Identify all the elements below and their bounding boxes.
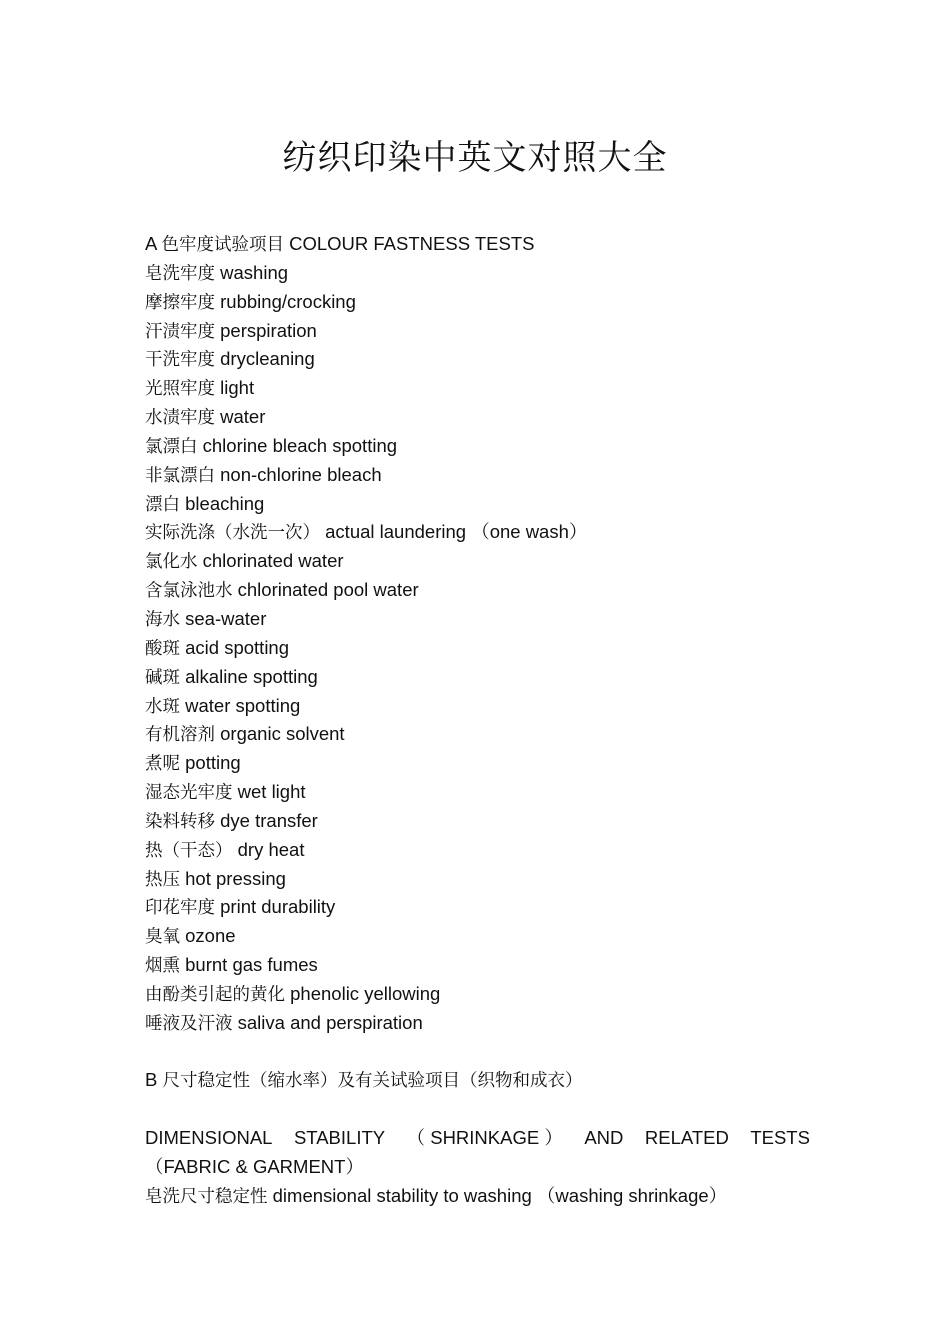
term-entry bbox=[145, 865, 810, 894]
term-english: actual laundering （one wash） bbox=[325, 521, 588, 543]
section-a-term-list bbox=[145, 259, 810, 1038]
term-english: light bbox=[220, 377, 255, 399]
term-chinese: 实际洗涤（水洗一次） bbox=[145, 523, 320, 544]
term-entry bbox=[145, 288, 810, 317]
term-english: potting bbox=[185, 752, 241, 774]
term-chinese: 由酚类引起的黄化 bbox=[145, 984, 285, 1005]
term-english: non-chlorine bleach bbox=[220, 463, 382, 485]
section-letter: A bbox=[145, 233, 157, 254]
term-entry bbox=[145, 432, 810, 461]
section-a-heading bbox=[145, 230, 810, 259]
term-entry bbox=[145, 836, 810, 865]
term-entry bbox=[145, 778, 810, 807]
heading-word: AND bbox=[584, 1127, 624, 1149]
section-heading-en-continuation: （FABRIC & GARMENT） bbox=[145, 1156, 364, 1177]
term-entry bbox=[145, 374, 810, 403]
term-chinese: 热压 bbox=[145, 869, 180, 890]
term-english: dimensional stability to washing （washing shrinkage） bbox=[272, 1184, 728, 1206]
section-b-term-list bbox=[145, 1182, 810, 1211]
term-entry bbox=[145, 1182, 810, 1211]
term-chinese: 染料转移 bbox=[145, 811, 215, 832]
term-english: washing bbox=[220, 261, 289, 283]
term-entry bbox=[145, 893, 810, 922]
heading-word: TESTS bbox=[750, 1127, 810, 1149]
term-english: chlorinated pool water bbox=[237, 579, 419, 601]
heading-word: （ SHRINKAGE ） bbox=[406, 1127, 563, 1149]
term-entry bbox=[145, 259, 810, 288]
term-chinese: 印花牢度 bbox=[145, 898, 215, 919]
term-chinese: 氯漂白 bbox=[145, 436, 198, 457]
term-chinese: 酸斑 bbox=[145, 638, 180, 659]
term-chinese: 煮呢 bbox=[145, 754, 180, 775]
heading-word: DIMENSIONAL bbox=[145, 1127, 273, 1149]
term-english: dye transfer bbox=[220, 809, 318, 831]
term-chinese: 水渍牢度 bbox=[145, 408, 215, 429]
term-chinese: 非氯漂白 bbox=[145, 465, 215, 486]
term-entry bbox=[145, 576, 810, 605]
term-chinese: 氯化水 bbox=[145, 552, 198, 573]
term-chinese: 含氯泳池水 bbox=[145, 581, 233, 602]
term-chinese: 有机溶剂 bbox=[145, 725, 215, 746]
term-english: bleaching bbox=[185, 492, 265, 514]
term-english: sea-water bbox=[185, 607, 267, 629]
document-title: 纺织印染中英文对照大全 bbox=[282, 138, 668, 178]
term-chinese: 漂白 bbox=[145, 494, 180, 515]
term-english: phenolic yellowing bbox=[290, 982, 441, 1004]
term-entry bbox=[145, 1009, 810, 1038]
term-entry bbox=[145, 490, 810, 519]
term-english: alkaline spotting bbox=[185, 665, 318, 687]
term-english: print durability bbox=[220, 896, 336, 918]
section-heading-cn: 色牢度试验项目 bbox=[161, 235, 284, 255]
term-entry bbox=[145, 922, 810, 951]
term-entry bbox=[145, 461, 810, 490]
term-entry bbox=[145, 749, 810, 778]
term-chinese: 烟熏 bbox=[145, 956, 180, 977]
term-chinese: 湿态光牢度 bbox=[145, 783, 233, 804]
term-chinese: 唾液及汗液 bbox=[145, 1013, 233, 1034]
term-english: acid spotting bbox=[185, 636, 290, 658]
heading-word: STABILITY bbox=[293, 1127, 386, 1149]
term-english: organic solvent bbox=[220, 723, 345, 745]
section-letter: B bbox=[145, 1069, 158, 1091]
term-chinese: 热（干态） bbox=[145, 840, 233, 861]
section-heading-cn: 尺寸稳定性（缩水率）及有关试验项目（织物和成衣） bbox=[162, 1071, 583, 1092]
term-entry bbox=[145, 403, 810, 432]
paragraph-gap bbox=[145, 1095, 810, 1124]
term-entry bbox=[145, 317, 810, 346]
heading-word: RELATED bbox=[644, 1127, 729, 1149]
term-entry bbox=[145, 605, 810, 634]
term-english: drycleaning bbox=[220, 348, 315, 370]
term-english: water spotting bbox=[185, 694, 301, 716]
term-chinese: 碱斑 bbox=[145, 667, 180, 688]
term-english: burnt gas fumes bbox=[185, 954, 318, 976]
section-b-heading bbox=[145, 1066, 810, 1095]
term-english: water bbox=[220, 406, 266, 428]
term-chinese: 水斑 bbox=[145, 696, 180, 717]
term-entry bbox=[145, 663, 810, 692]
term-english: chlorinated water bbox=[202, 550, 344, 572]
term-english: hot pressing bbox=[185, 867, 286, 889]
section-heading-en: COLOUR FASTNESS TESTS bbox=[289, 233, 535, 254]
term-english: dry heat bbox=[237, 838, 305, 860]
term-chinese: 海水 bbox=[145, 609, 180, 630]
term-entry bbox=[145, 634, 810, 663]
term-chinese: 干洗牢度 bbox=[145, 350, 215, 371]
term-chinese: 汗渍牢度 bbox=[145, 321, 215, 342]
term-entry bbox=[145, 345, 810, 374]
term-chinese: 皂洗尺寸稳定性 bbox=[145, 1186, 268, 1207]
term-english: rubbing/crocking bbox=[220, 290, 356, 312]
section-b-heading-en bbox=[145, 1124, 810, 1153]
term-chinese: 皂洗牢度 bbox=[145, 263, 215, 284]
section-b-heading-en-line2 bbox=[145, 1153, 810, 1182]
paragraph-gap bbox=[145, 1038, 810, 1067]
document-body bbox=[145, 230, 810, 1211]
term-chinese: 摩擦牢度 bbox=[145, 292, 215, 313]
term-chinese: 光照牢度 bbox=[145, 379, 215, 400]
term-english: wet light bbox=[237, 781, 306, 803]
term-english: ozone bbox=[185, 925, 236, 947]
term-entry bbox=[145, 547, 810, 576]
term-chinese: 臭氧 bbox=[145, 927, 180, 948]
term-entry bbox=[145, 951, 810, 980]
term-english: saliva and perspiration bbox=[237, 1011, 423, 1033]
term-english: chlorine bleach spotting bbox=[202, 434, 398, 456]
term-entry bbox=[145, 980, 810, 1009]
term-english: perspiration bbox=[220, 319, 317, 341]
term-entry bbox=[145, 518, 810, 547]
term-entry bbox=[145, 807, 810, 836]
term-entry bbox=[145, 692, 810, 721]
term-entry bbox=[145, 720, 810, 749]
